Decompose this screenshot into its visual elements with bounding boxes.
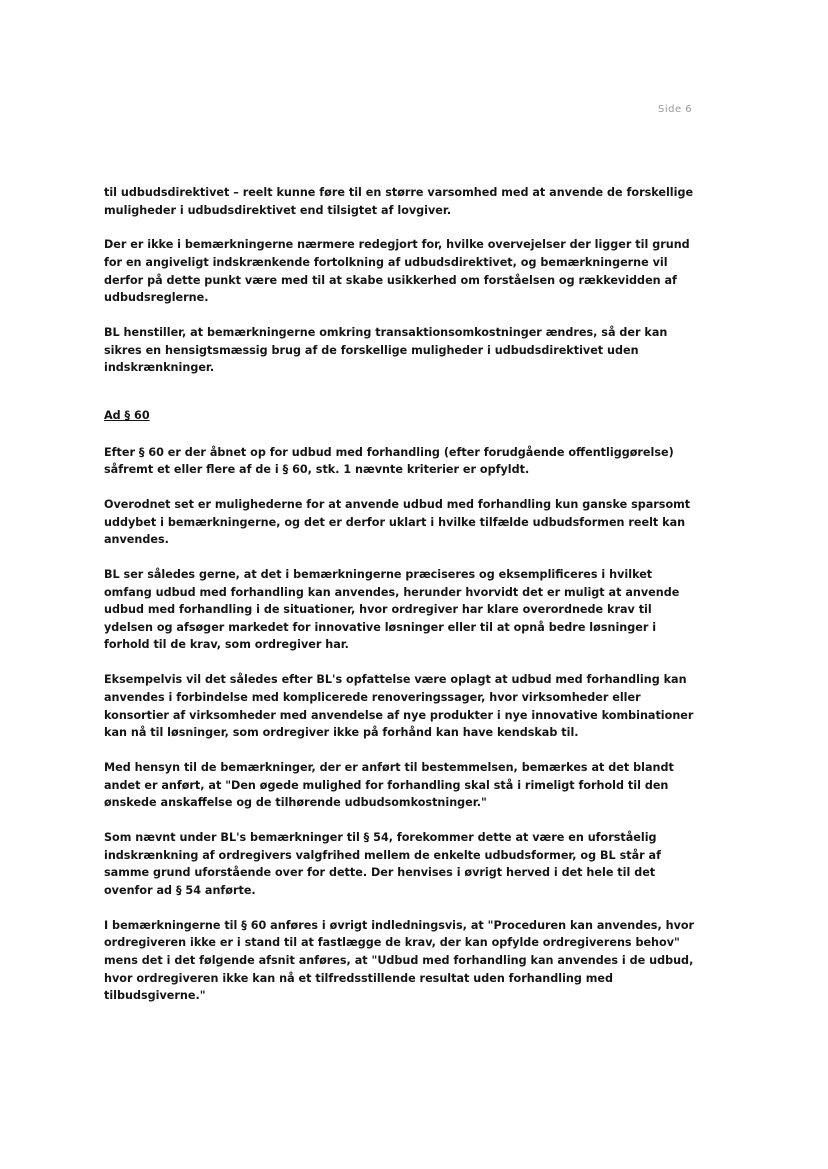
- paragraph: Som nævnt under BL's bemærkninger til § 54, forekommer dette at være en uforståelig indskrænkning af ordregivers valgfrihed mellem de enkelte udbudsformer, og BL står af samme grund uforstående over for dette. Der henvises i øvrigt herved i det hele til det ovenfor ad § 54 anførte.: [104, 831, 661, 897]
- paragraph: BL ser således gerne, at det i bemærkningerne præciseres og eksemplificeres i hvilket omfang udbud med forhandling kan anvendes, herunder hvorvidt det er muligt at anvende udbud med forhandling i de situationer, hvor ordregiver har klare overordnede krav til ydelsen og afsøger markedet for innovative løsninger eller til at opnå bedre løsninger i forhold til de krav, som ordregiver har.: [104, 568, 680, 652]
- paragraph: Med hensyn til de bemærkninger, der er anført til bestemmelsen, bemærkes at det blandt andet er anført, at "Den øgede mulighed for forhandling skal stå i rimeligt forhold til den ønskede anskaffelse og de tilhørende udbudsomkostninger.": [104, 761, 674, 810]
- paragraph: Efter § 60 er der åbnet op for udbud med forhandling (efter forudgående offentliggørelse) såfremt et eller flere af de i § 60, stk. 1 nævnte kriterier er opfyldt.: [104, 445, 674, 477]
- paragraph: I bemærkningerne til § 60 anføres i øvrigt indledningsvis, at "Proceduren kan anvendes, hvor ordregiveren ikke er i stand til at fastlægge de krav, der kan opfylde ordregiverens behov" mens det i det følgende afsnit anføres, at "Udbud med forhandling kan anvendes i de udbud, hvor ordregiveren ikke kan nå et tilfredsstillende resultat uden forhandling med tilbudsgiverne.": [104, 918, 695, 1003]
- paragraph: Eksempelvis vil det således efter BL's opfattelse være oplagt at udbud med forhandling kan anvendes i forbindelse med komplicerede renoveringssager, hvor virksomheder eller konsortier af virksomheder med anvendelse af nye produkter i nye innovative kombinationer kan nå til løsninger, som ordregiver ikke på forhånd kan have kendskab til.: [104, 673, 694, 740]
- paragraph: Overodnet set er mulighederne for at anvende udbud med forhandling kun ganske sparsomt uddybet i bemærkningerne, og det er derfor uklart i hvilke tilfælde udbudsformen reelt kan anvendes.: [104, 498, 691, 547]
- paragraph: til udbudsdirektivet – reelt kunne føre til en større varsomhed med at anvende de forskellige muligheder i udbudsdirektivet end tilsigtet af lovgiver.: [104, 186, 694, 217]
- page-number: Side 6: [658, 104, 693, 115]
- paragraph: Der er ikke i bemærkningerne nærmere redegjort for, hvilke overvejelser der ligger til grund for en angiveligt indskrænkende fortolkning af udbudsdirektivet, og bemærkningerne vil derfor på dette punkt være med til at skabe usikkerhed om forståelsen og rækkevidden af udbudsreglerne.: [104, 238, 690, 305]
- document-body: [104, 184, 696, 1022]
- section-heading: Ad § 60: [104, 408, 150, 422]
- paragraph: BL henstiller, at bemærkningerne omkring transaktionsomkostninger ændres, så der kan sikres en hensigtsmæssig brug af de forskellige muligheder i udbudsdirektivet uden indskrænkninger.: [104, 326, 668, 375]
